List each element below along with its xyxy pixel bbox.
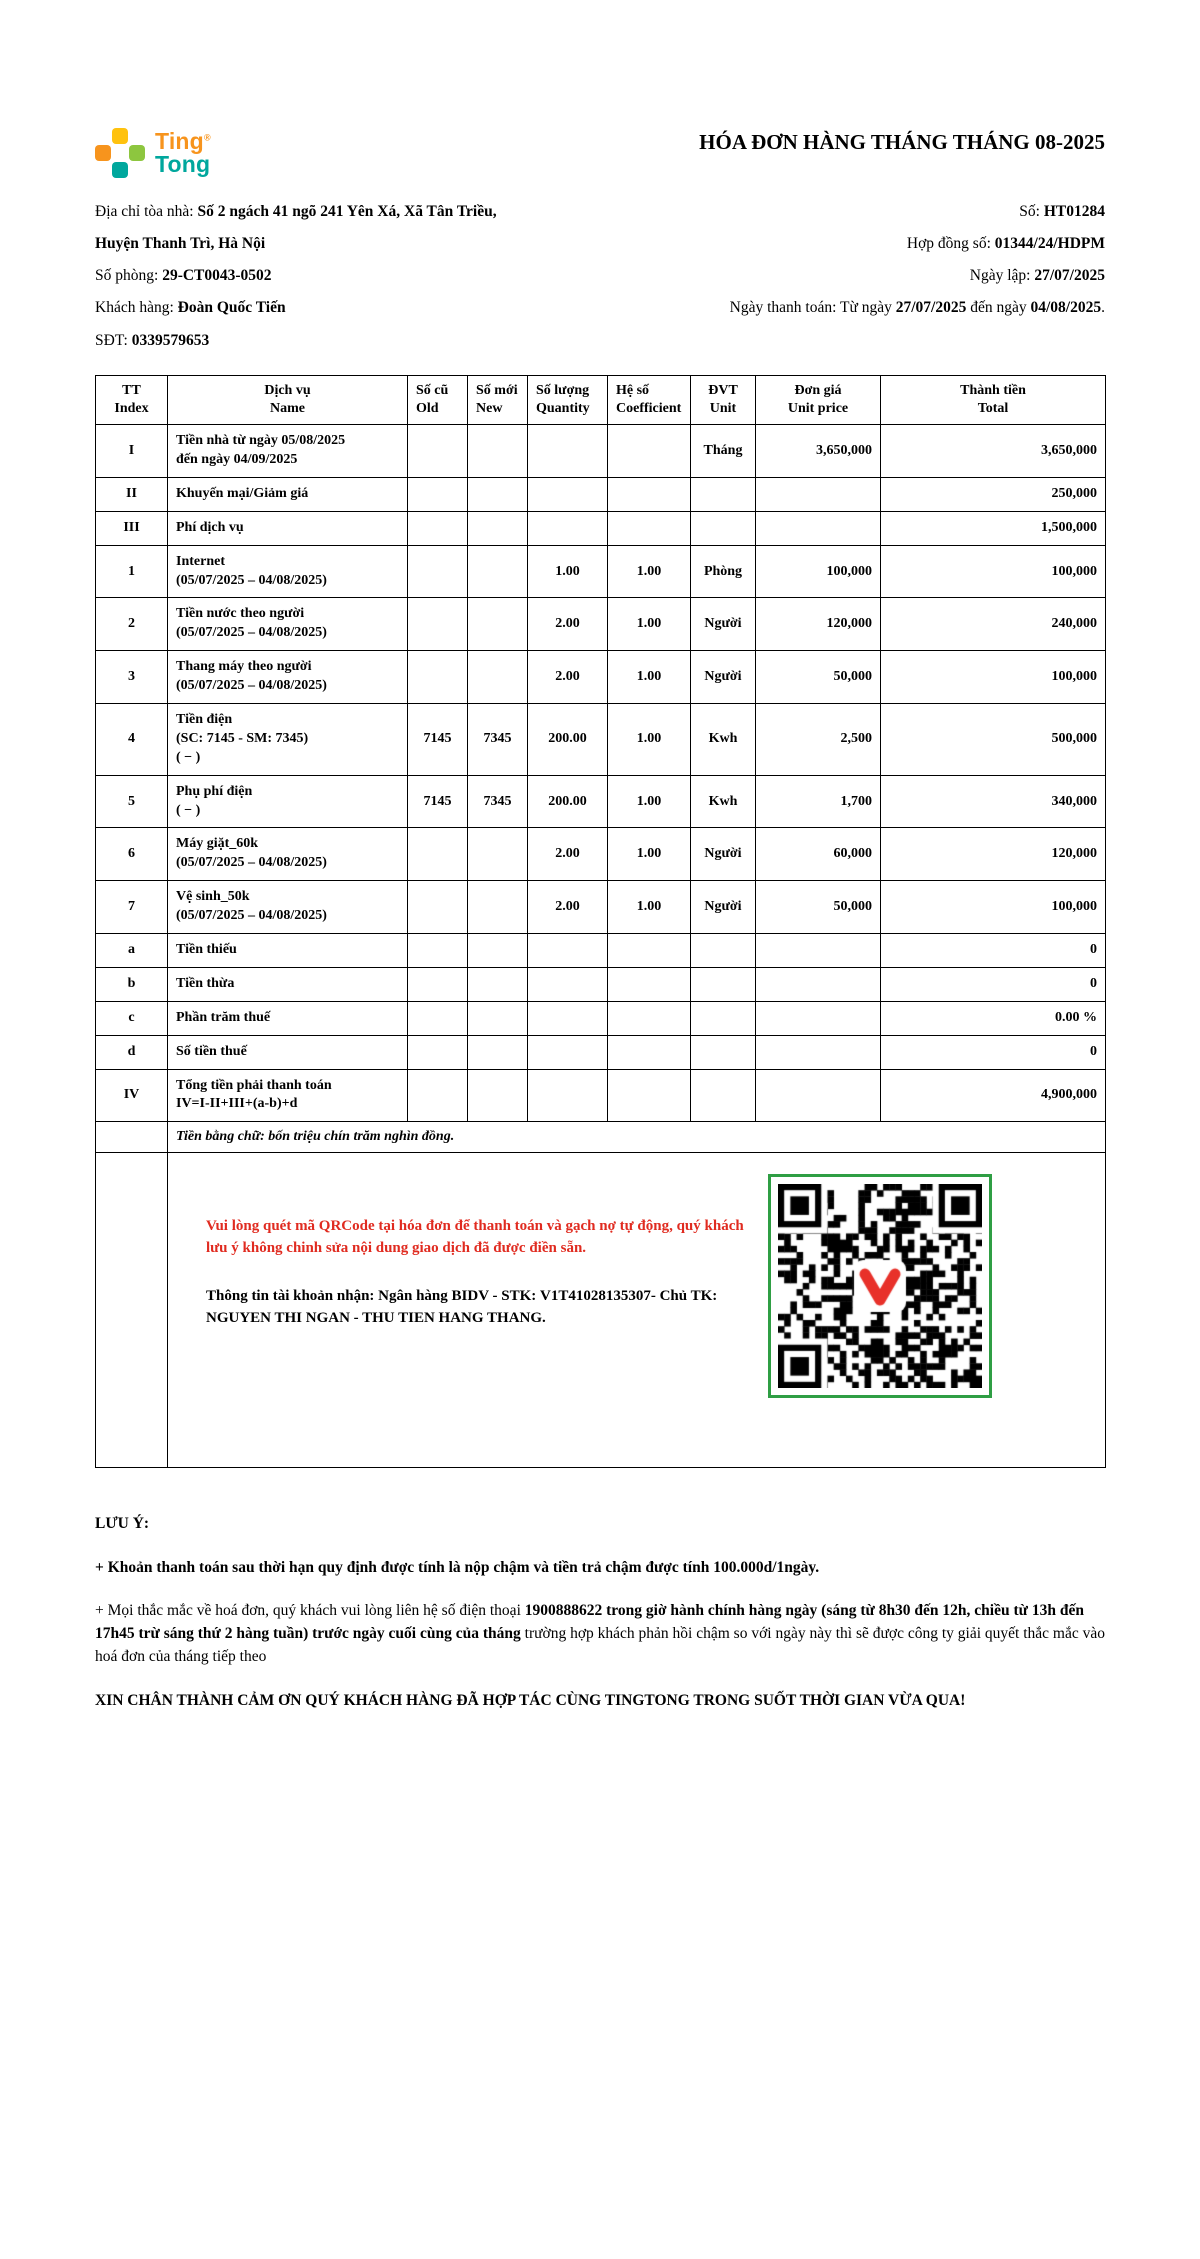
old-reading-cell: [408, 425, 468, 478]
new-reading-cell: [468, 967, 528, 1001]
table-row: [96, 425, 1106, 478]
row-index-cell: II: [96, 477, 168, 511]
unit-cell: [691, 477, 756, 511]
coefficient-cell: [608, 1001, 691, 1035]
unit-cell: Người: [691, 881, 756, 934]
total-cell: 0: [881, 934, 1106, 968]
old-reading-cell: [408, 967, 468, 1001]
service-name-cell: Máy giặt_60k (05/07/2025 – 04/08/2025): [168, 828, 408, 881]
amount-in-words-row: [96, 1122, 1106, 1153]
customer-phone: SĐT: 0339579653: [95, 331, 210, 349]
quantity-cell: [528, 1001, 608, 1035]
table-row: [96, 477, 1106, 511]
invoice-header: [95, 128, 1105, 178]
row-index-cell: IV: [96, 1069, 168, 1122]
old-reading-cell: [408, 511, 468, 545]
row-index-cell: III: [96, 511, 168, 545]
row-index-cell: 7: [96, 881, 168, 934]
row-index-cell: 4: [96, 703, 168, 775]
coefficient-cell: [608, 934, 691, 968]
old-reading-cell: [408, 828, 468, 881]
old-reading-cell: [408, 1035, 468, 1069]
coefficient-cell: 1.00: [608, 703, 691, 775]
unit-cell: Phòng: [691, 545, 756, 598]
column-header-unit: ĐVT Unit: [691, 375, 756, 424]
row-index-cell: 5: [96, 775, 168, 828]
amount-in-words: [168, 1122, 1106, 1153]
table-row: [96, 651, 1106, 704]
new-reading-cell: [468, 881, 528, 934]
payment-section: [168, 1153, 1106, 1468]
service-name-cell: Khuyến mại/Giảm giá: [168, 477, 408, 511]
row-index-cell: a: [96, 934, 168, 968]
table-header-row: [96, 375, 1106, 424]
building-address-line1: Địa chỉ tòa nhà: Số 2 ngách 41 ngõ 241 Yên Xá, Xã Tân Triều,: [95, 203, 497, 220]
row-index-cell: 3: [96, 651, 168, 704]
old-reading-cell: [408, 651, 468, 704]
quantity-cell: [528, 1069, 608, 1122]
old-reading-cell: [408, 477, 468, 511]
column-header-coefficient: Hệ số Coefficient: [608, 375, 691, 424]
coefficient-cell: [608, 1035, 691, 1069]
service-name-cell: Tổng tiền phải thanh toán IV=I-II+III+(a-b)+d: [168, 1069, 408, 1122]
unit-cell: [691, 1035, 756, 1069]
payment-period: Ngày thanh toán: Từ ngày 27/07/2025 đến ngày 04/08/2025.: [729, 299, 1105, 317]
coefficient-cell: 1.00: [608, 881, 691, 934]
column-header-service: Dịch vụ Name: [168, 375, 408, 424]
coefficient-cell: 1.00: [608, 545, 691, 598]
unit-price-cell: [756, 967, 881, 1001]
service-name-cell: Số tiền thuế: [168, 1035, 408, 1069]
table-row: [96, 967, 1106, 1001]
total-cell: 120,000: [881, 828, 1106, 881]
qr-instruction-note: Vui lòng quét mã QRCode tại hóa đơn để thanh toán và gạch nợ tự động, quý khách lưu ý không chinh sửa nội dung giao dịch đã được điền sẵn.: [206, 1218, 744, 1257]
service-name-cell: Tiền điện (SC: 7145 - SM: 7345) ( − ): [168, 703, 408, 775]
table-row: [96, 881, 1106, 934]
column-header-new: Số mới New: [468, 375, 528, 424]
coefficient-cell: [608, 477, 691, 511]
logo-tong-text: Tong: [155, 151, 211, 177]
total-cell: 250,000: [881, 477, 1106, 511]
new-reading-cell: [468, 425, 528, 478]
old-reading-cell: [408, 598, 468, 651]
unit-price-cell: [756, 1069, 881, 1122]
table-row-grand-total: [96, 1069, 1106, 1122]
total-cell: 1,500,000: [881, 511, 1106, 545]
total-cell: 500,000: [881, 703, 1106, 775]
table-row: [96, 703, 1106, 775]
unit-price-cell: 50,000: [756, 651, 881, 704]
unit-price-cell: 50,000: [756, 881, 881, 934]
hotline-number: 1900888622 trong giờ hành chính hàng ngày (sáng từ 8h30 đến 12h, chiều từ 13h đến 17h45 trừ sáng thứ 2 hàng tuần) trước ngày cuối cùng của tháng: [95, 1601, 1084, 1643]
unit-cell: [691, 1001, 756, 1035]
logo-ting-text: Ting®: [155, 127, 211, 154]
table-row: [96, 1001, 1106, 1035]
logo-square-orange: [95, 145, 111, 161]
table-row: [96, 775, 1106, 828]
total-cell: 0.00 %: [881, 1001, 1106, 1035]
quantity-cell: [528, 934, 608, 968]
row-index-cell: 1: [96, 545, 168, 598]
coefficient-cell: [608, 967, 691, 1001]
new-reading-cell: [468, 1001, 528, 1035]
logo-square-green: [129, 145, 145, 161]
service-name-cell: Phần trăm thuế: [168, 1001, 408, 1035]
amount-in-words-value: bốn triệu chín trăm nghìn đồng.: [268, 1129, 455, 1145]
service-name-cell: Tiền nước theo người (05/07/2025 – 04/08/2025): [168, 598, 408, 651]
old-reading-cell: [408, 1001, 468, 1035]
service-name-cell: Tiền thiếu: [168, 934, 408, 968]
registered-mark: ®: [203, 131, 211, 142]
total-cell: 0: [881, 967, 1106, 1001]
total-cell: 340,000: [881, 775, 1106, 828]
unit-cell: Tháng: [691, 425, 756, 478]
amount-in-words-label: Tiền bằng chữ:: [176, 1129, 269, 1145]
total-cell: 4,900,000: [881, 1069, 1106, 1122]
qr-code-frame: [768, 1174, 992, 1398]
coefficient-cell: 1.00: [608, 651, 691, 704]
unit-cell: Người: [691, 651, 756, 704]
quantity-cell: 1.00: [528, 545, 608, 598]
new-reading-cell: [468, 598, 528, 651]
unit-price-cell: [756, 511, 881, 545]
new-reading-cell: [468, 477, 528, 511]
service-name-cell: Phụ phí điện ( − ): [168, 775, 408, 828]
tingtong-logo: [95, 128, 211, 178]
quantity-cell: 2.00: [528, 598, 608, 651]
total-cell: 100,000: [881, 545, 1106, 598]
total-cell: 100,000: [881, 881, 1106, 934]
row-index-cell: 2: [96, 598, 168, 651]
table-row: [96, 598, 1106, 651]
quantity-cell: [528, 1035, 608, 1069]
notes-section: [95, 1512, 1105, 1712]
row-index-cell: b: [96, 967, 168, 1001]
closing-thanks: XIN CHÂN THÀNH CẢM ƠN QUÝ KHÁCH HÀNG ĐÃ HỢP TÁC CÙNG TINGTONG TRONG SUỐT THỜI GIAN VỪA QUA!: [95, 1691, 966, 1709]
new-reading-cell: [468, 545, 528, 598]
old-reading-cell: 7145: [408, 703, 468, 775]
issue-date: Ngày lập: 27/07/2025: [969, 267, 1105, 285]
unit-price-cell: [756, 477, 881, 511]
unit-cell: [691, 967, 756, 1001]
unit-price-cell: [756, 1035, 881, 1069]
payment-row: [96, 1153, 1106, 1468]
notes-heading: LƯU Ý:: [95, 1515, 150, 1533]
unit-price-cell: 120,000: [756, 598, 881, 651]
room-number: Số phòng: 29-CT0043-0502: [95, 267, 272, 285]
service-name-cell: Tiền thừa: [168, 967, 408, 1001]
account-holder: NGUYEN THI NGAN - THU TIEN HANG THANG: [206, 1309, 543, 1326]
table-row: [96, 511, 1106, 545]
quantity-cell: [528, 477, 608, 511]
unit-cell: [691, 511, 756, 545]
quantity-cell: 2.00: [528, 651, 608, 704]
total-cell: 240,000: [881, 598, 1106, 651]
new-reading-cell: [468, 511, 528, 545]
table-row: [96, 828, 1106, 881]
quantity-cell: [528, 967, 608, 1001]
hotline-note: + Mọi thắc mắc về hoá đơn, quý khách vui lòng liên hệ số điện thoại 1900888622 trong giờ hành chính hàng ngày (sáng từ 8h30 đến 12h, chiều từ 13h đến 17h45 trừ sáng thứ 2 hàng tuần) trước ngày cuối cùng của tháng trường hợp khách phản hồi chậm so với ngày này thì sẽ được công ty giải quyết thắc mắc vào hoá đơn của tháng tiếp theo: [95, 1601, 1105, 1666]
unit-price-cell: 3,650,000: [756, 425, 881, 478]
unit-price-cell: [756, 1001, 881, 1035]
coefficient-cell: 1.00: [608, 598, 691, 651]
row-index-cell: d: [96, 1035, 168, 1069]
coefficient-cell: 1.00: [608, 775, 691, 828]
new-reading-cell: 7345: [468, 775, 528, 828]
building-address-line2: Huyện Thanh Trì, Hà Nội: [95, 235, 266, 253]
column-header-old: Số cũ Old: [408, 375, 468, 424]
customer-info: [95, 202, 681, 363]
unit-price-cell: [756, 934, 881, 968]
service-name-cell: Vệ sinh_50k (05/07/2025 – 04/08/2025): [168, 881, 408, 934]
table-row: [96, 1035, 1106, 1069]
tingtong-wordmark: [155, 127, 211, 177]
unit-cell: Kwh: [691, 703, 756, 775]
quantity-cell: [528, 511, 608, 545]
invoice-number: Số: HT01284: [1019, 203, 1105, 220]
new-reading-cell: 7345: [468, 703, 528, 775]
unit-cell: [691, 1069, 756, 1122]
invoice-info: [95, 202, 1105, 363]
new-reading-cell: [468, 1035, 528, 1069]
qr-code: [778, 1184, 982, 1388]
unit-price-cell: 100,000: [756, 545, 881, 598]
empty-cell: [96, 1153, 168, 1468]
invoice-meta: [681, 202, 1105, 363]
table-row: [96, 934, 1106, 968]
coefficient-cell: 1.00: [608, 828, 691, 881]
new-reading-cell: [468, 828, 528, 881]
customer-name: Khách hàng: Đoàn Quốc Tiến: [95, 299, 286, 317]
column-header-unit-price: Đơn giá Unit price: [756, 375, 881, 424]
coefficient-cell: [608, 1069, 691, 1122]
new-reading-cell: [468, 1069, 528, 1122]
total-cell: 3,650,000: [881, 425, 1106, 478]
row-index-cell: 6: [96, 828, 168, 881]
old-reading-cell: [408, 881, 468, 934]
bank-account-info: Thông tin tài khoản nhận: Ngân hàng BIDV - STK: V1T41028135307- Chủ TK: NGUYEN THI NGAN - THU TIEN HANG THANG.: [206, 1287, 718, 1326]
quantity-cell: [528, 425, 608, 478]
unit-price-cell: 60,000: [756, 828, 881, 881]
column-header-index: TT Index: [96, 375, 168, 424]
contract-number: Hợp đồng số: 01344/24/HDPM: [906, 235, 1105, 253]
invoice-title: HÓA ĐƠN HÀNG THÁNG THÁNG 08-2025: [699, 130, 1105, 154]
unit-price-cell: 2,500: [756, 703, 881, 775]
quantity-cell: 2.00: [528, 881, 608, 934]
service-name-cell: Phí dịch vụ: [168, 511, 408, 545]
unit-price-cell: 1,700: [756, 775, 881, 828]
tingtong-logo-icon: [95, 128, 145, 178]
column-header-total: Thành tiền Total: [881, 375, 1106, 424]
new-reading-cell: [468, 934, 528, 968]
quantity-cell: 2.00: [528, 828, 608, 881]
account-number: V1T41028135307: [540, 1287, 651, 1304]
total-cell: 0: [881, 1035, 1106, 1069]
old-reading-cell: [408, 934, 468, 968]
unit-cell: Người: [691, 598, 756, 651]
old-reading-cell: [408, 545, 468, 598]
unit-cell: Người: [691, 828, 756, 881]
service-name-cell: Tiền nhà từ ngày 05/08/2025 đến ngày 04/09/2025: [168, 425, 408, 478]
coefficient-cell: [608, 511, 691, 545]
unit-cell: Kwh: [691, 775, 756, 828]
late-payment-note: + Khoản thanh toán sau thời hạn quy định được tính là nộp chậm và tiền trả chậm được tính 100.000d/1ngày.: [95, 1558, 820, 1576]
service-name-cell: Internet (05/07/2025 – 04/08/2025): [168, 545, 408, 598]
unit-cell: [691, 934, 756, 968]
logo-square-yellow: [112, 128, 128, 144]
coefficient-cell: [608, 425, 691, 478]
total-cell: 100,000: [881, 651, 1106, 704]
row-index-cell: I: [96, 425, 168, 478]
new-reading-cell: [468, 651, 528, 704]
table-row: [96, 545, 1106, 598]
logo-square-teal: [112, 162, 128, 178]
payment-instructions: [206, 1174, 766, 1329]
quantity-cell: 200.00: [528, 703, 608, 775]
service-name-cell: Thang máy theo người (05/07/2025 – 04/08/2025): [168, 651, 408, 704]
quantity-cell: 200.00: [528, 775, 608, 828]
column-header-quantity: Số lượng Quantity: [528, 375, 608, 424]
old-reading-cell: [408, 1069, 468, 1122]
old-reading-cell: 7145: [408, 775, 468, 828]
row-index-cell: c: [96, 1001, 168, 1035]
invoice-table: [95, 375, 1106, 1469]
empty-cell: [96, 1122, 168, 1153]
